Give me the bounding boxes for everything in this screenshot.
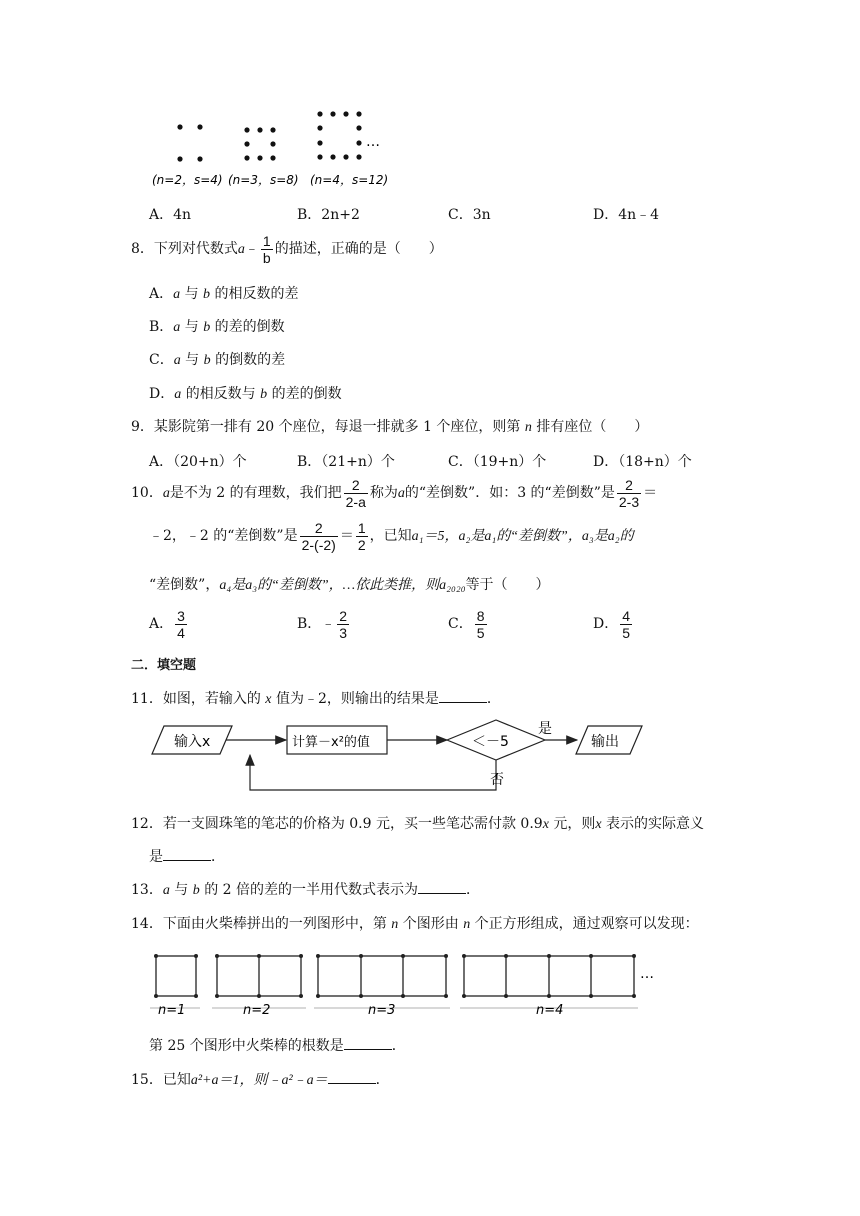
flow-input-label: 输入x [174,734,211,750]
answer-blank[interactable] [439,690,487,703]
flow-condition-label: ＜－5 [472,734,509,750]
q14-figure-label: n=3 [368,1003,396,1018]
q7-dot-figure [150,104,400,192]
q10-option-d[interactable]: D． $\frac{4}{5}$ [593,607,631,641]
q14-matchstick-figure [150,948,670,1020]
q10-line-2: ﹣2，﹣2 的“差倒数”是 $\frac{2}{2-(-2)}$ ＝ $\frac{1}{2}$ ，已知a₁＝5，a₂是a₁的“差倒数”，a₃是a₂的 [149,519,634,553]
answer-blank[interactable] [344,1037,392,1050]
answer-blank[interactable] [163,848,211,861]
q10-option-c[interactable]: C． $\frac{8}{5}$ [448,607,485,641]
q8-option-c[interactable]: C．a 与 b 的倒数的差 [149,352,286,368]
q9-option-b[interactable]: B．（21+n）个 [297,454,395,470]
q9-option-d[interactable]: D．（18+n）个 [593,454,692,470]
flow-no-label: 否 [490,772,504,788]
q13-stem: 13．a 与 b 的 2 倍的差的一半用代数式表示为 ． [131,882,480,898]
q12-line-2: 是 ． [149,849,225,865]
q8-option-a[interactable]: A．a 与 b 的相反数的差 [149,286,299,302]
q7-figure-label: (n=2，s=4) [152,173,223,187]
q14-figure-label: n=4 [536,1003,564,1018]
q7-figure-label: (n=3，s=8) [228,173,299,187]
q9-option-c[interactable]: C．（19+n）个 [448,454,547,470]
q14-figure-label: n=1 [158,1003,186,1018]
q8-stem: 8．下列对代数式a﹣ $\frac{1}{b}$ 的描述，正确的是（ ） [131,232,443,266]
q14-question: 第 25 个图形中火柴棒的根数是 ． [149,1038,406,1054]
q7-option-a[interactable]: A．4n [149,207,192,223]
q9-stem: 9．某影院第一排有 20 个座位，每退一排就多 1 个座位，则第 n 排有座位（ ） [131,419,649,435]
q8-option-b[interactable]: B．a 与 b 的差的倒数 [149,319,285,335]
q15-stem: 15．已知a²+a＝1，则﹣a²﹣a＝ ． [131,1072,390,1088]
flow-output-label: 输出 [591,734,619,750]
q7-figure-label: (n=4，s=12) [310,173,389,187]
answer-blank[interactable] [328,1071,376,1084]
flow-compute-label: 计算－x²的值 [292,735,370,750]
q14-stem: 14．下面由火柴棒拼出的一列图形中，第 n 个图形由 n 个正方形组成，通过观察可以发现： [131,916,699,932]
flow-yes-label: 是 [538,721,552,737]
q10-line-1: 10．a是不为 2 的有理数，我们把 $\frac{2}{2-a}$ 称为a的“差倒数”．如：3 的“差倒数”是 $\frac{2}{2-3}$ ＝ [131,476,658,510]
q10-line-3: “差倒数”，a₄是a₃的“差倒数”，…依此类推，则a₂₀₂₀等于（ ） [149,577,550,593]
q14-figure-ellipsis: … [640,966,654,982]
q9-option-a[interactable]: A．（20+n）个 [149,454,247,470]
q10-option-b[interactable]: B．﹣ $\frac{2}{3}$ [297,607,348,641]
q12-line-1: 12．若一支圆珠笔的笔芯的价格为 0.9 元，买一些笔芯需付款 0.9x 元，则x 表示的实际意义 [131,816,705,832]
q8-option-d[interactable]: D．a 的相反数与 b 的差的倒数 [149,386,342,402]
q11-stem: 11．如图，若输入的 x 值为﹣2，则输出的结果是 ． [131,691,501,707]
q11-flowchart [150,716,650,796]
answer-blank[interactable] [418,881,466,894]
q7-option-d[interactable]: D．4n﹣4 [593,207,660,223]
q10-option-a[interactable]: A． $\frac{3}{4}$ [149,607,185,641]
q7-option-c[interactable]: C．3n [448,207,491,223]
q7-option-b[interactable]: B．2n+2 [297,207,360,223]
section-title-fill-in: 二．填空题 [131,658,197,673]
q14-figure-label: n=2 [243,1003,271,1018]
q7-figure-ellipsis: … [366,134,380,150]
